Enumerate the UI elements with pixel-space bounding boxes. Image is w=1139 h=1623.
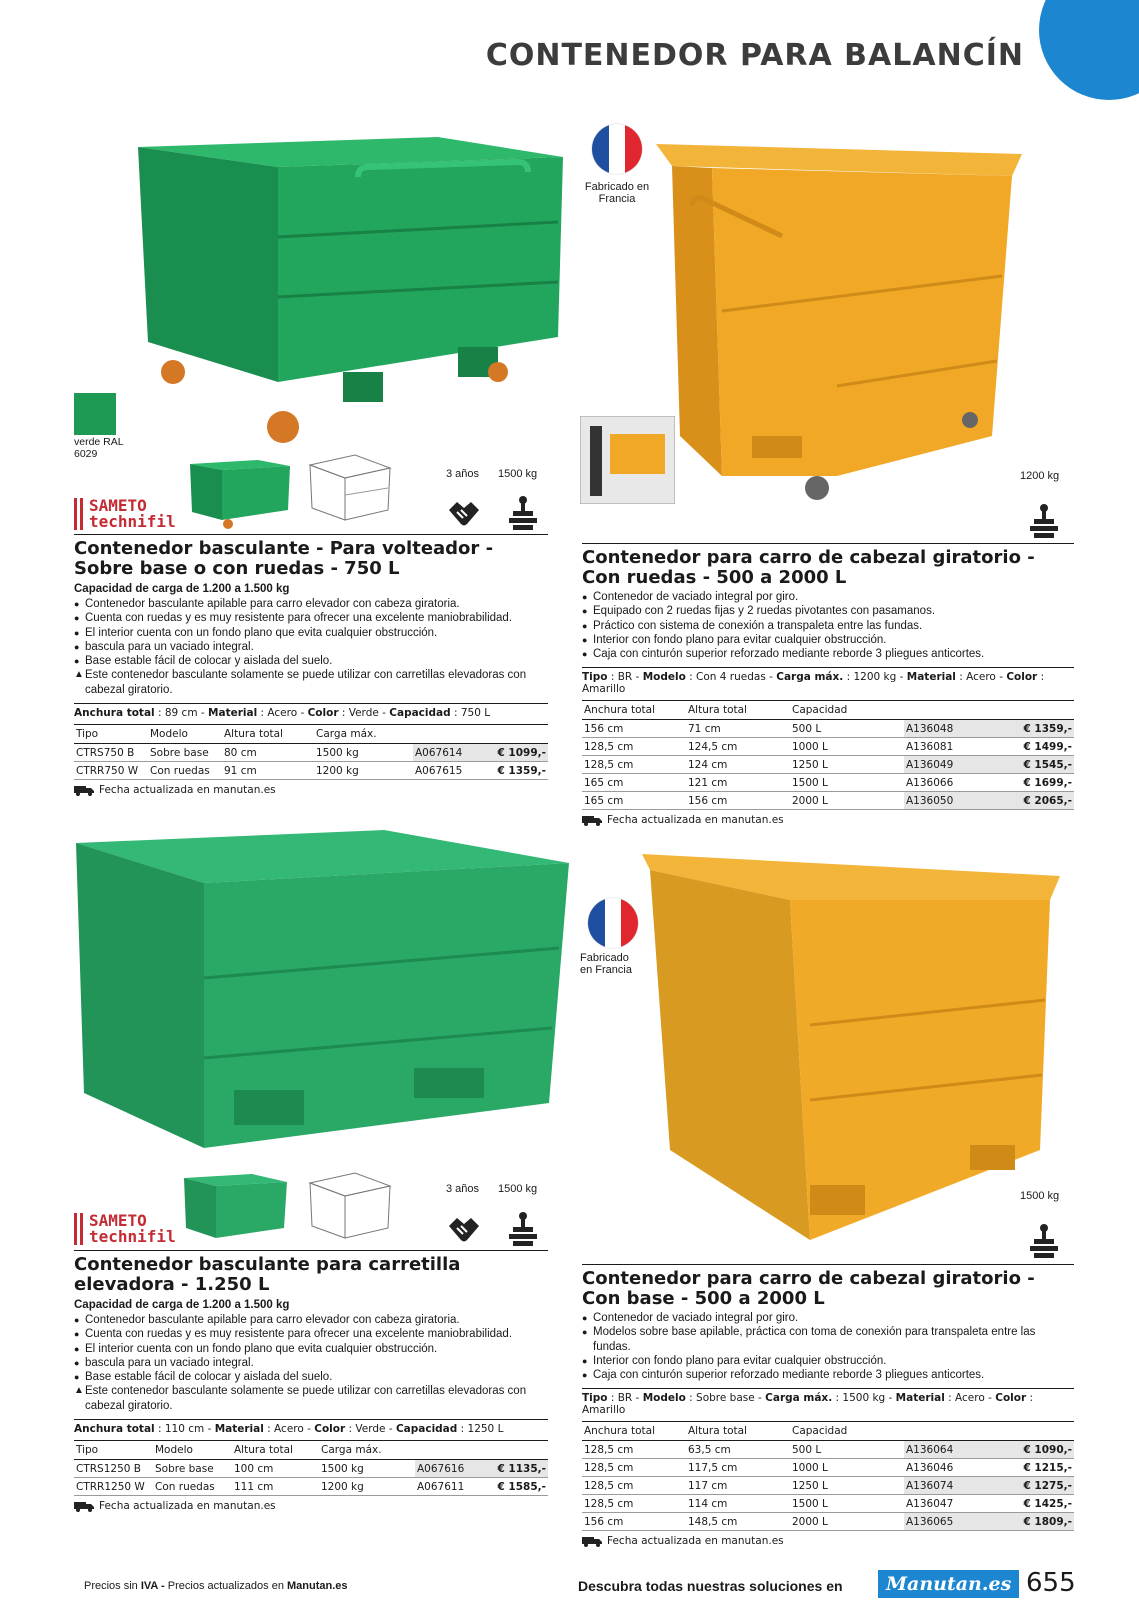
price: € 1099,-: [480, 744, 548, 762]
table-row: [582, 792, 1074, 810]
cell: 124,5 cm: [686, 738, 790, 756]
footer-price-note: Precios sin IVA - Precios actualizados en Manutan.es: [84, 1580, 348, 1592]
table-row: [582, 720, 1074, 738]
feature-item: ● Práctico con sistema de conexión a transpaleta entre las fundas.: [582, 619, 1074, 633]
reference-code[interactable]: A067614: [413, 744, 480, 762]
green-container-1250-image: [74, 828, 574, 1158]
price: € 1809,-: [988, 1513, 1074, 1531]
col-header-ref: [904, 701, 988, 720]
weight-load-icon: [507, 494, 539, 532]
swatch-label: verde RAL 6029: [74, 436, 124, 460]
price: € 1545,-: [988, 756, 1074, 774]
price: € 1215,-: [988, 1459, 1074, 1477]
reference-code[interactable]: A067611: [415, 1478, 481, 1496]
cell: 1200 kg: [319, 1478, 415, 1496]
cell: 1250 L: [790, 756, 904, 774]
feature-item: ● Modelos sobre base apilable, práctica con toma de conexión para transpaleta entre las fundas.: [582, 1325, 1074, 1354]
product-card-1: [74, 534, 548, 796]
cell: Con ruedas: [153, 1478, 232, 1496]
feature-item: ● bascula para un vaciado integral.: [74, 1356, 548, 1370]
cell: 117 cm: [686, 1477, 790, 1495]
price: € 1135,-: [481, 1460, 548, 1478]
reference-code[interactable]: A136064: [904, 1441, 988, 1459]
warranty-label: 3 años: [446, 1183, 480, 1195]
table-row: [74, 762, 548, 780]
reference-code[interactable]: A136066: [904, 774, 988, 792]
cell: 1500 L: [790, 1495, 904, 1513]
col-header-price: [988, 1422, 1074, 1441]
feature-list: [582, 590, 1074, 661]
cell: 1500 kg: [319, 1460, 415, 1478]
product-title: Contenedor para carro de cabezal giratorio - Con base - 500 a 2000 L: [582, 1268, 1035, 1309]
feature-item: ● Contenedor de vaciado integral por giro.: [582, 1311, 1074, 1325]
green-container-thumbnail: [188, 458, 298, 538]
cell: 1250 L: [790, 1477, 904, 1495]
feature-list: [74, 1313, 548, 1413]
green-container-thumbnail: [182, 1172, 294, 1252]
delivery-text: Fecha actualizada en manutan.es: [607, 1535, 784, 1548]
table-header-row: [74, 725, 548, 744]
dimension-drawing-icon: [300, 440, 400, 530]
product-title: Contenedor basculante para carretilla elevadora - 1.250 L: [74, 1254, 461, 1295]
cell: CTRS750 B: [74, 744, 148, 762]
feature-item: ● bascula para un vaciado integral.: [74, 640, 548, 654]
cell: 156 cm: [582, 1513, 686, 1531]
price: € 1359,-: [988, 720, 1074, 738]
col-header: Altura total: [686, 1422, 790, 1441]
cell: 148,5 cm: [686, 1513, 790, 1531]
delivery-note: [74, 1500, 548, 1512]
price-table: [582, 1421, 1074, 1531]
table-row: [582, 1441, 1074, 1459]
table-row: [582, 1513, 1074, 1531]
feature-list: [582, 1311, 1074, 1382]
product-card-4: [582, 1264, 1074, 1547]
feature-item: ● El interior cuenta con un fondo plano que evita cualquier obstrucción.: [74, 1342, 548, 1356]
col-header: Carga máx.: [319, 1441, 415, 1460]
truck-icon: [582, 1536, 602, 1547]
feature-item: ● Caja con cinturón superior reforzado mediante reborde 3 pliegues anticortes.: [582, 647, 1074, 661]
cell: 128,5 cm: [582, 756, 686, 774]
yellow-container-wheels-image: [652, 136, 1024, 516]
table-row: [582, 1459, 1074, 1477]
table-row: [582, 1477, 1074, 1495]
load-label: 1500 kg: [1020, 1190, 1060, 1202]
col-header: Modelo: [153, 1441, 232, 1460]
weight-load-icon: [507, 1210, 539, 1248]
feature-item: ● Equipado con 2 ruedas fijas y 2 ruedas pivotantes con pasamanos.: [582, 604, 1074, 618]
cell: 63,5 cm: [686, 1441, 790, 1459]
delivery-note: [74, 784, 548, 796]
sameto-technifil-logo: SAMETO technifil: [74, 498, 176, 530]
spec-line: Anchura total : 110 cm - Material : Acero - Color : Verde - Capacidad : 1250 L: [74, 1419, 548, 1435]
col-header: Anchura total: [582, 1422, 686, 1441]
cell: 165 cm: [582, 792, 686, 810]
france-flag-icon: [592, 124, 642, 174]
table-header-row: [582, 1422, 1074, 1441]
weight-load-icon: [1028, 502, 1060, 540]
feature-item: ● Contenedor basculante apilable para carro elevador con cabeza giratoria.: [74, 597, 548, 611]
reference-code[interactable]: A136049: [904, 756, 988, 774]
feature-item: ● Caja con cinturón superior reforzado mediante reborde 3 pliegues anticortes.: [582, 1368, 1074, 1382]
reference-code[interactable]: A067615: [413, 762, 480, 780]
cell: Con ruedas: [148, 762, 222, 780]
col-header: Modelo: [148, 725, 222, 744]
warranty-label: 3 años: [446, 468, 480, 480]
price-table: [74, 1440, 548, 1496]
col-header: Capacidad: [790, 701, 904, 720]
product-subheading: Capacidad de carga de 1.200 a 1.500 kg: [74, 583, 290, 595]
col-header-price: [988, 701, 1074, 720]
cell: 100 cm: [232, 1460, 319, 1478]
handshake-icon: [447, 1212, 481, 1246]
delivery-note: [582, 1535, 1074, 1547]
cell: 1500 kg: [314, 744, 413, 762]
price: € 1359,-: [480, 762, 548, 780]
col-header-ref: [415, 1441, 481, 1460]
cell: 128,5 cm: [582, 1441, 686, 1459]
delivery-note: [582, 814, 1074, 826]
cell: 128,5 cm: [582, 1459, 686, 1477]
cell: 1000 L: [790, 1459, 904, 1477]
spec-line: Tipo : BR - Modelo : Sobre base - Carga máx. : 1500 kg - Material : Acero - Color : Amarillo: [582, 1388, 1074, 1416]
feature-item: ● El interior cuenta con un fondo plano que evita cualquier obstrucción.: [74, 626, 548, 640]
truck-icon: [74, 1501, 94, 1512]
price: € 1499,-: [988, 738, 1074, 756]
truck-icon: [74, 785, 94, 796]
product-subheading: Capacidad de carga de 1.200 a 1.500 kg: [74, 1299, 290, 1311]
product-title: Contenedor basculante - Para volteador - Sobre base o con ruedas - 750 L: [74, 538, 494, 579]
table-row: [582, 756, 1074, 774]
dimension-drawing-icon: [300, 1158, 400, 1248]
cell: CTRS1250 B: [74, 1460, 153, 1478]
col-header: Altura total: [222, 725, 314, 744]
price: € 2065,-: [988, 792, 1074, 810]
cell: 128,5 cm: [582, 1495, 686, 1513]
load-label: 1500 kg: [498, 468, 538, 480]
weight-load-icon: [1028, 1222, 1060, 1260]
col-header: Anchura total: [582, 701, 686, 720]
feature-item: ● Base estable fácil de colocar y aislada del suelo.: [74, 1370, 548, 1384]
col-header: Tipo: [74, 1441, 153, 1460]
feature-item: ● Interior con fondo plano para evitar cualquier obstrucción.: [582, 633, 1074, 647]
cell: 2000 L: [790, 1513, 904, 1531]
cell: 80 cm: [222, 744, 314, 762]
reference-code[interactable]: A136047: [904, 1495, 988, 1513]
delivery-text: Fecha actualizada en manutan.es: [99, 1500, 276, 1513]
delivery-text: Fecha actualizada en manutan.es: [607, 814, 784, 827]
table-row: [74, 1460, 548, 1478]
forklift-usage-thumbnail: [580, 416, 675, 504]
cell: Sobre base: [148, 744, 222, 762]
cell: 165 cm: [582, 774, 686, 792]
feature-item: ● Base estable fácil de colocar y aislada del suelo.: [74, 654, 548, 668]
feature-item: ● Cuenta con ruedas y es muy resistente para ofrecer una excelente maniobrabilidad.: [74, 1327, 548, 1341]
col-header: Carga máx.: [314, 725, 413, 744]
truck-icon: [582, 815, 602, 826]
cell: Sobre base: [153, 1460, 232, 1478]
cell: 2000 L: [790, 792, 904, 810]
table-row: [74, 744, 548, 762]
col-header: Altura total: [686, 701, 790, 720]
price-table: [582, 700, 1074, 810]
cell: 500 L: [790, 1441, 904, 1459]
col-header: Altura total: [232, 1441, 319, 1460]
feature-item: ● Contenedor de vaciado integral por giro.: [582, 590, 1074, 604]
col-header: Tipo: [74, 725, 148, 744]
green-container-750-image: [128, 132, 568, 462]
manutan-logo[interactable]: Manutan.es: [878, 1570, 1019, 1598]
reference-code[interactable]: A136065: [904, 1513, 988, 1531]
product-card-2: [582, 543, 1074, 826]
feature-item: ● Cuenta con ruedas y es muy resistente para ofrecer una excelente maniobrabilidad.: [74, 611, 548, 625]
reference-code[interactable]: A136081: [904, 738, 988, 756]
table-header-row: [74, 1441, 548, 1460]
col-header-ref: [413, 725, 480, 744]
table-row: [582, 738, 1074, 756]
load-label: 1200 kg: [1020, 470, 1060, 482]
cell: 128,5 cm: [582, 738, 686, 756]
cell: CTRR1250 W: [74, 1478, 153, 1496]
table-row: [582, 1495, 1074, 1513]
yellow-container-base-image: [640, 850, 1070, 1250]
col-header-price: [480, 725, 548, 744]
cell: 91 cm: [222, 762, 314, 780]
warning-item: ▲ Este contenedor basculante solamente se puede utilizar con carretillas elevadoras con cabezal giratorio.: [74, 668, 548, 697]
price: € 1425,-: [988, 1495, 1074, 1513]
cell: CTRR750 W: [74, 762, 148, 780]
spec-line: Tipo : BR - Modelo : Con 4 ruedas - Carga máx. : 1200 kg - Material : Acero - Color : Amarillo: [582, 667, 1074, 695]
product-title: Contenedor para carro de cabezal giratorio - Con ruedas - 500 a 2000 L: [582, 547, 1035, 588]
load-label: 1500 kg: [498, 1183, 538, 1195]
price: € 1275,-: [988, 1477, 1074, 1495]
feature-item: ● Contenedor basculante apilable para carro elevador con cabeza giratoria.: [74, 1313, 548, 1327]
page-title: CONTENEDOR PARA BALANCÍN: [485, 38, 1024, 73]
table-row: [74, 1478, 548, 1496]
cell: 114 cm: [686, 1495, 790, 1513]
cell: 117,5 cm: [686, 1459, 790, 1477]
reference-code[interactable]: A067616: [415, 1460, 481, 1478]
cell: 1500 L: [790, 774, 904, 792]
cell: 500 L: [790, 720, 904, 738]
col-header: Capacidad: [790, 1422, 904, 1441]
footer-tagline: Descubra todas nuestras soluciones en: [578, 1578, 843, 1594]
col-header-ref: [904, 1422, 988, 1441]
price-table: [74, 724, 548, 780]
product-card-3: [74, 1250, 548, 1512]
reference-code[interactable]: A136046: [904, 1459, 988, 1477]
cell: 1200 kg: [314, 762, 413, 780]
table-row: [582, 774, 1074, 792]
sameto-technifil-logo: SAMETO technifil: [74, 1213, 176, 1245]
reference-code[interactable]: A136074: [904, 1477, 988, 1495]
delivery-text: Fecha actualizada en manutan.es: [99, 784, 276, 797]
reference-code[interactable]: A136050: [904, 792, 988, 810]
handshake-icon: [447, 496, 481, 530]
table-header-row: [582, 701, 1074, 720]
made-in-france-label: Fabricado en Francia: [584, 181, 650, 205]
reference-code[interactable]: A136048: [904, 720, 988, 738]
cell: 124 cm: [686, 756, 790, 774]
cell: 121 cm: [686, 774, 790, 792]
page-tab-marker: [1039, 0, 1139, 100]
cell: 1000 L: [790, 738, 904, 756]
cell: 156 cm: [686, 792, 790, 810]
page-number: 655: [1026, 1568, 1076, 1598]
made-in-france-label: Fabricado en Francia: [580, 952, 632, 976]
feature-list: [74, 597, 548, 697]
cell: 111 cm: [232, 1478, 319, 1496]
price: € 1585,-: [481, 1478, 548, 1496]
price: € 1699,-: [988, 774, 1074, 792]
warning-item: ▲ Este contenedor basculante solamente se puede utilizar con carretillas elevadoras con cabezal giratorio.: [74, 1384, 548, 1413]
col-header-price: [481, 1441, 548, 1460]
cell: 71 cm: [686, 720, 790, 738]
spec-line: Anchura total : 89 cm - Material : Acero - Color : Verde - Capacidad : 750 L: [74, 703, 548, 719]
feature-item: ● Interior con fondo plano para evitar cualquier obstrucción.: [582, 1354, 1074, 1368]
green-color-swatch: [74, 393, 116, 435]
france-flag-icon: [588, 898, 638, 948]
cell: 156 cm: [582, 720, 686, 738]
cell: 128,5 cm: [582, 1477, 686, 1495]
price: € 1090,-: [988, 1441, 1074, 1459]
